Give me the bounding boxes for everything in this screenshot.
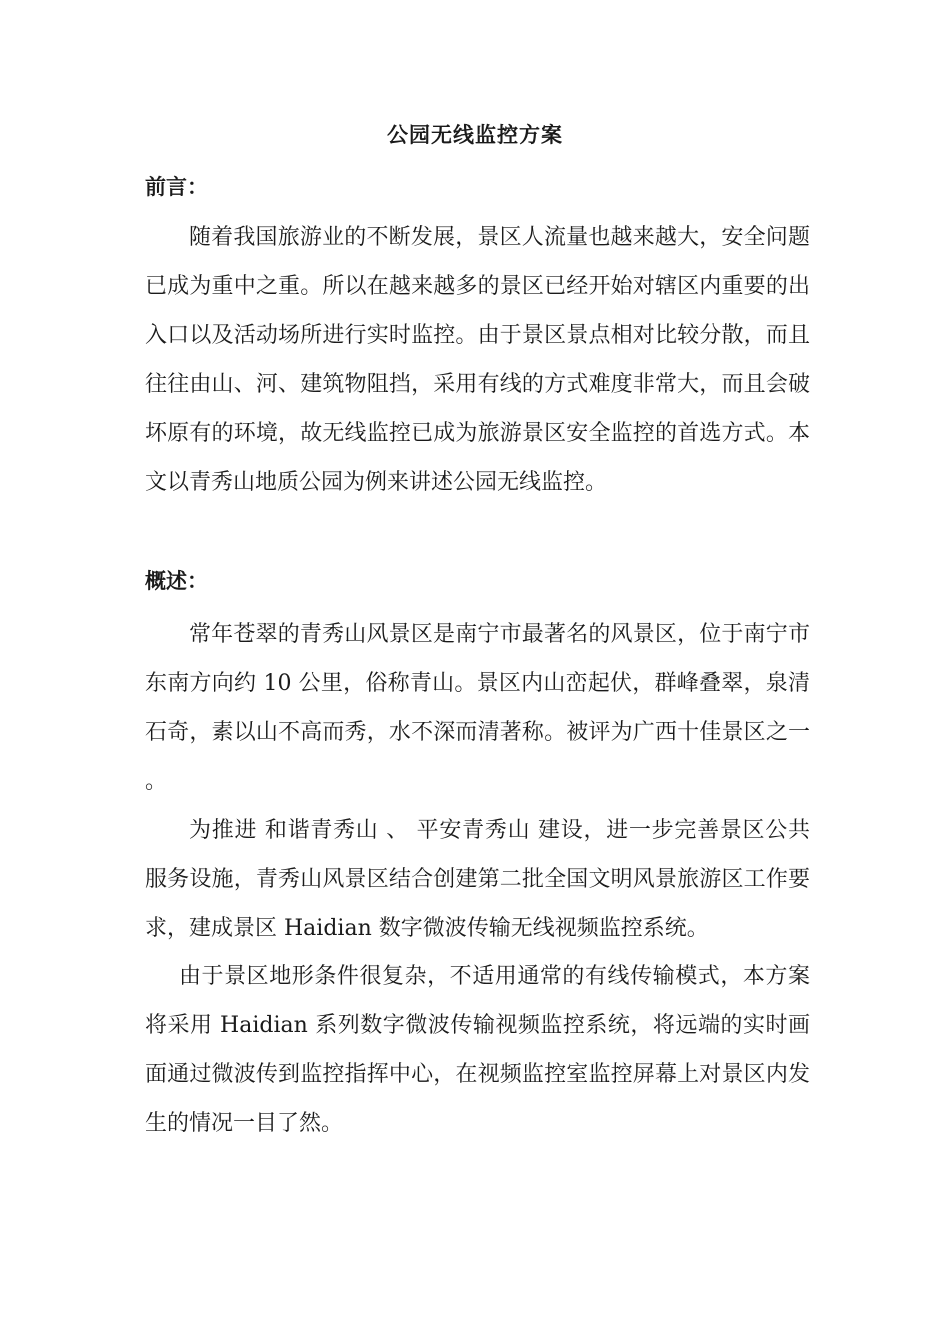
document-title: 公园无线监控方案 <box>387 122 563 147</box>
paragraph-preface: 随着我国旅游业的不断发展，景区人流量也越来越大，安全问题已成为重中之重。所以在越来越多的景区已经开始对辖区内重要的出入口以及活动场所进行实时监控。由于景区景点相对比较分散，而且往往由山、河、建筑物阻挡，采用有线的方式难度非常大，而且会破坏原有的环境，故无线监控已成为旅游景区安全监控的首选方式。本文以青秀山地质公园为例来讲述公园无线监控。 <box>145 225 810 495</box>
paragraph-overview-3: 由于景区地形条件很复杂，不适用通常的有线传输模式，本方案将采用 Haidian 系列数字微波传输视频监控系统，将远端的实时画面通过微波传到监控指挥中心，在视频监控室监控屏幕上对景区内发生的情况一目了然。 <box>145 964 810 1136</box>
paragraph-overview-1: 常年苍翠的青秀山风景区是南宁市最著名的风景区，位于南宁市东南方向约 10 公里，俗称青山。景区内山峦起伏，群峰叠翠，泉清石奇，素以山不高而秀，水不深而清著称。被评为广西十佳景区之一 。 <box>145 622 810 794</box>
section-heading-preface: 前言： <box>145 174 208 199</box>
section-heading-overview: 概述： <box>145 568 208 593</box>
paragraph-overview-2: 为推进 和谐青秀山 、 平安青秀山 建设，进一步完善景区公共服务设施，青秀山风景区结合创建第二批全国文明风景旅游区工作要求，建成景区 Haidian 数字微波传输无线视频监控系统。 <box>145 818 810 941</box>
